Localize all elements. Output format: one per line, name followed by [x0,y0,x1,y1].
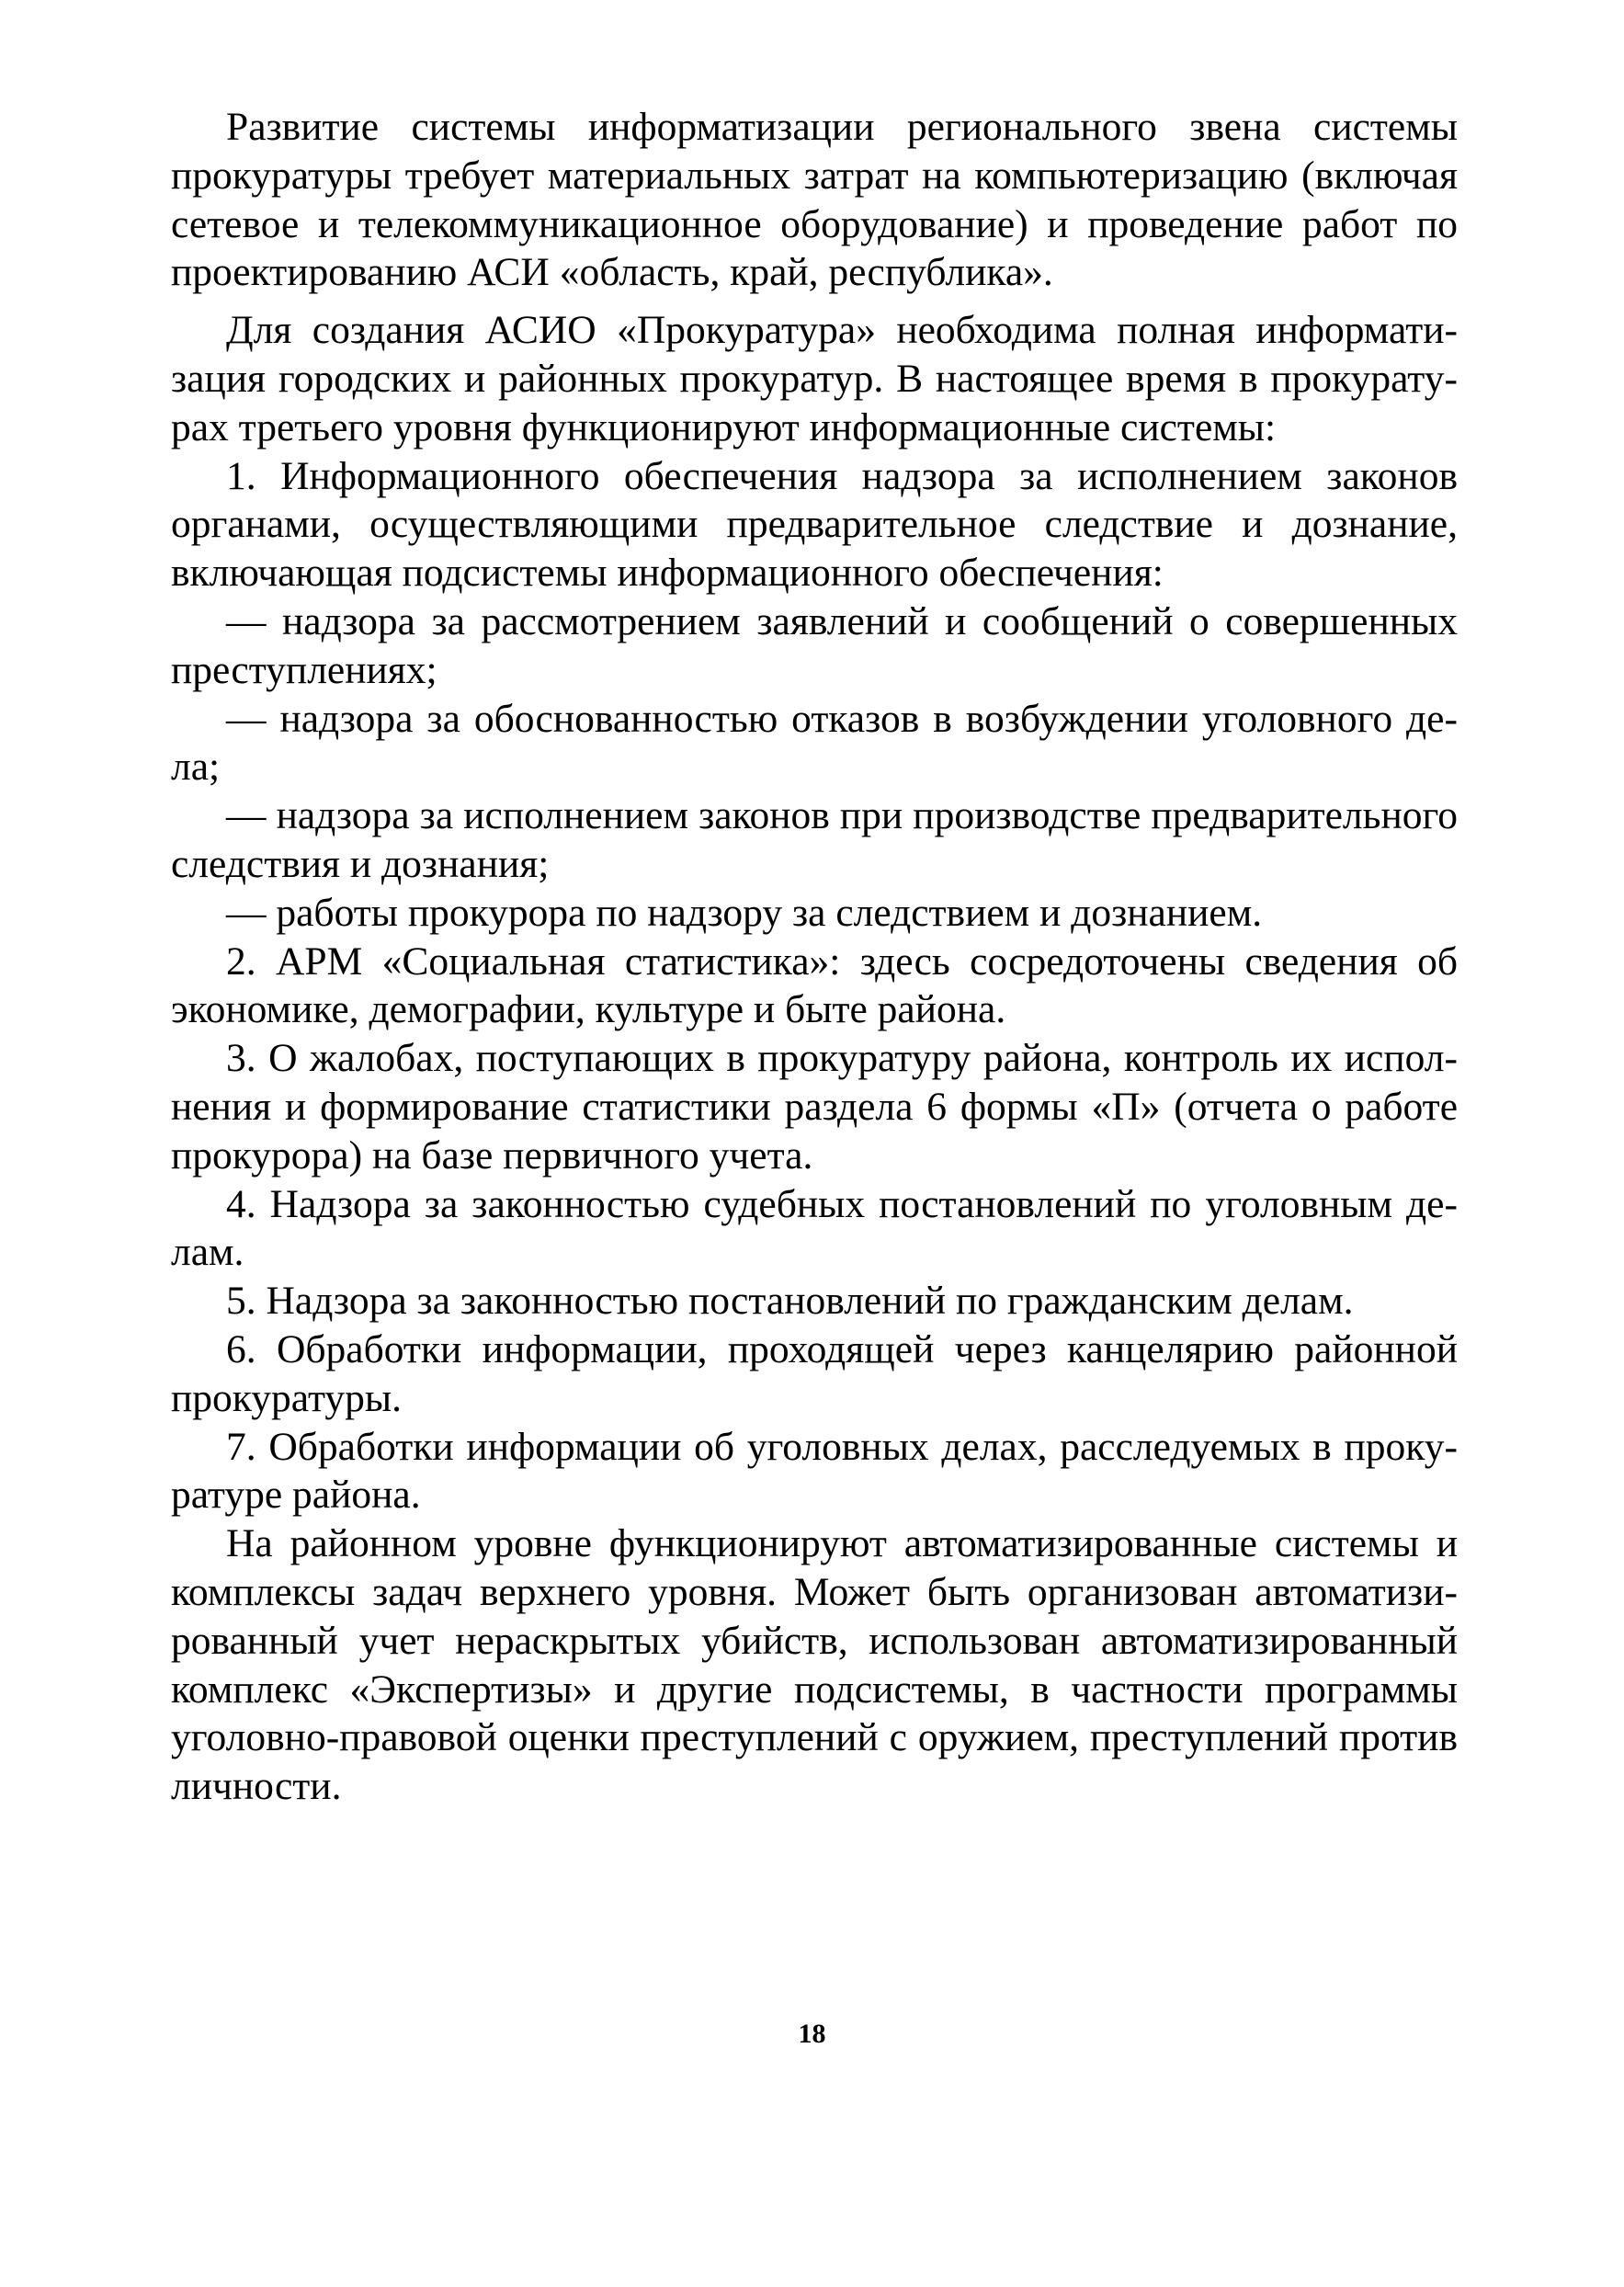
list-item-4: 4. Надзора за законностью судебных постановлений по уголовным делам. [171,1181,1458,1275]
paragraph-asio: Для создания АСИО «Прокуратура» необходима полная информатизация городских и районных прокуратур. В настоящее время в прокуратурах третьего уровня функционируют информационные системы: [171,308,1458,449]
list-item-7: 7. Обработки информации об уголовных делах, расследуемых в прокуратуре района. [171,1424,1458,1518]
sub-item-preliminary-investigation: — надзора за исполнением законов при производстве предварительного следствия и дознания; [171,793,1458,886]
body-text [171,103,1458,1811]
list-item-2: 2. АРМ «Социальная статистика»: здесь сосредоточены сведения об экономике, демографии, культуре и быте района. [171,939,1458,1032]
list-item-5: 5. Надзора за законностью постановлений по гражданским делам. [226,1279,1354,1324]
sub-item-statements: — надзора за рассмотрением заявлений и сообщений о совершенных преступлениях; [171,598,1458,692]
paragraph-intro: Развитие системы информатизации регионального звена системы прокуратуры требует материальных затрат на компьютеризацию (включая сетевое и телекоммуникационное оборудование) и проведение работ по проектированию АСИ «область, край, республика». [171,105,1458,295]
list-item-6: 6. Обработки информации, проходящей через канцелярию районной прокуратуры. [171,1326,1458,1420]
paragraph-district-level: На районном уровне функционируют автоматизированные системы и комплексы задач верхнего уровня. Может быть организован автоматизированный учет нераскрытых убийств, использован автоматизированный комплекс «Экспертизы» и другие подсистемы, в частности программы уголовно-правовой оценки преступлений с оружием, преступлений против личности. [171,1521,1458,1809]
sub-item-refusals: — надзора за обоснованностью отказов в возбуждении уголовного дела; [171,696,1458,790]
page-number: 18 [798,2019,826,2049]
list-item-1: 1. Информационного обеспечения надзора за исполнением законов органами, осуществляющими предварительное следствие и дознание, включающая подсистемы информационного обеспечения: [171,453,1458,596]
sub-item-prosecutor-work: — работы прокурора по надзору за следствием и дознанием. [226,890,1263,935]
list-item-3: 3. О жалобах, поступающих в прокуратуру района, контроль их исполнения и формирование статистики раздела 6 формы «П» (отчета о работе прокурора) на базе первичного учета. [171,1036,1458,1178]
